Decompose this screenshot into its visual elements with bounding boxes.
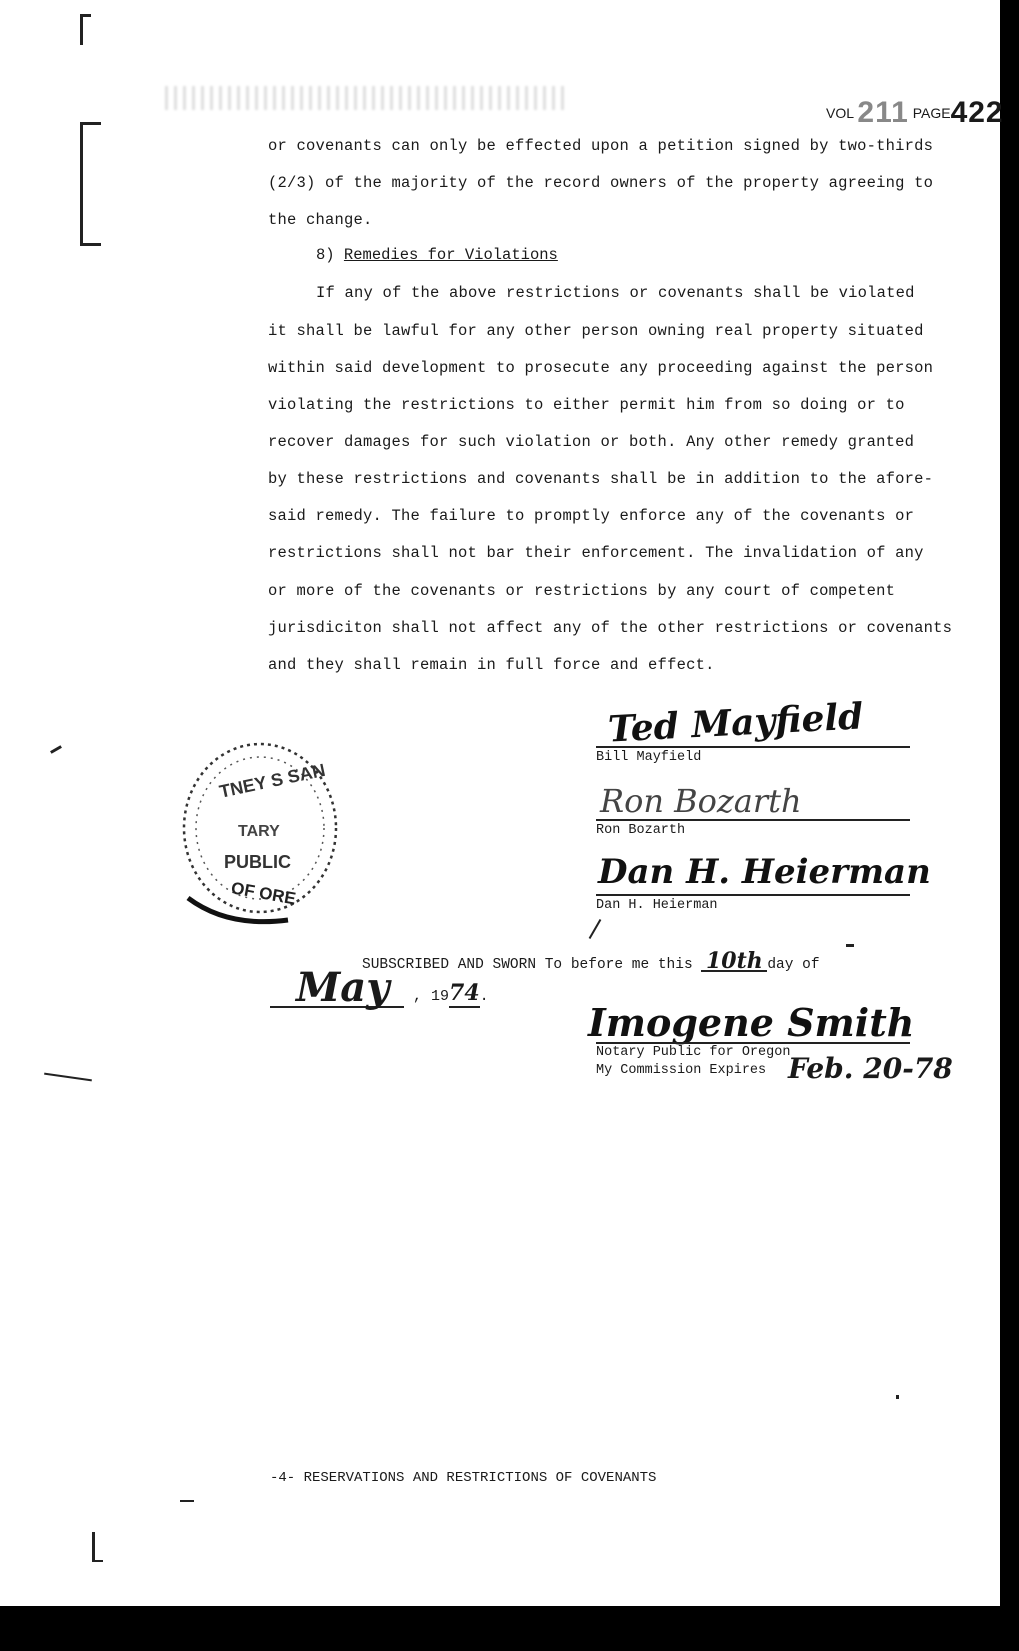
signer-name: Dan H. Heierman	[596, 898, 718, 913]
notary-signature: Imogene Smith	[588, 1000, 915, 1045]
signer-name: Bill Mayfield	[596, 750, 702, 765]
pen-stroke	[589, 919, 602, 939]
vol-label: VOL	[826, 105, 854, 121]
year-suffix: 74	[449, 980, 480, 1006]
section-title: Remedies for Violations	[343, 246, 558, 264]
scan-mark	[50, 745, 62, 754]
signature-line	[596, 819, 910, 821]
signature-line	[596, 746, 910, 748]
paragraph-line: or more of the covenants or restrictions by any court of competent	[268, 582, 896, 600]
notary-title: Notary Public for Oregon	[596, 1045, 791, 1060]
body-line: (2/3) of the majority of the record owners of the property agreeing to	[268, 174, 934, 192]
notary-seal	[178, 738, 348, 928]
paragraph-line: it shall be lawful for any other person owning real property situated	[268, 322, 924, 340]
vol-number: 211	[857, 96, 909, 129]
handwritten-signature: Ron Bozarth	[600, 782, 802, 820]
scan-border-bottom	[0, 1606, 1019, 1651]
paragraph-line: recover damages for such violation or both. Any other remedy granted	[268, 433, 915, 451]
oath-year: , 1974.	[413, 980, 489, 1006]
seal-text: TNEY S SAN	[217, 759, 328, 802]
page-footer: -4- RESERVATIONS AND RESTRICTIONS OF COVENANTS	[270, 1470, 657, 1486]
paragraph-line: violating the restrictions to either permit him from so doing or to	[268, 396, 905, 414]
scan-mark	[44, 1073, 92, 1082]
signature-block	[596, 819, 910, 838]
body-line: the change.	[268, 211, 373, 229]
signature-block	[596, 746, 910, 765]
section-heading	[316, 246, 558, 264]
paragraph-line: within said development to prosecute any proceeding against the person	[268, 359, 934, 377]
volume-page-reference	[826, 96, 1004, 130]
margin-bracket	[80, 122, 101, 246]
paragraph-line: said remedy. The failure to promptly enforce any of the covenants or	[268, 507, 915, 525]
seal-text: TARY	[238, 823, 280, 840]
margin-bracket	[92, 1532, 103, 1562]
oath-text: day of	[767, 957, 820, 973]
scan-border-right	[1000, 0, 1019, 1651]
body-line: or covenants can only be effected upon a petition signed by two-thirds	[268, 137, 934, 155]
page-label: PAGE	[912, 105, 951, 121]
commission-expires-date: Feb. 20-78	[788, 1052, 953, 1085]
commission-label: My Commission Expires	[596, 1063, 767, 1078]
oath-month: May	[296, 964, 390, 1011]
oath-text: SUBSCRIBED AND SWORN To before me this	[362, 957, 693, 973]
paragraph-line: and they shall remain in full force and effect.	[268, 656, 715, 674]
page-number: 422	[950, 96, 1004, 129]
year-prefix: 19	[431, 988, 450, 1005]
signer-name: Ron Bozarth	[596, 823, 686, 838]
scan-smudge	[165, 86, 565, 110]
handwritten-signature: Ted Mayfield	[607, 695, 865, 751]
seal-text: PUBLIC	[224, 852, 291, 872]
seal-text: OF ORE	[229, 878, 298, 909]
scan-mark	[896, 1395, 899, 1399]
signature-block	[596, 894, 910, 913]
paragraph-line: jurisdiciton shall not affect any of the other restrictions or covenants	[268, 619, 953, 637]
section-number: 8)	[316, 246, 335, 264]
scan-mark	[180, 1500, 194, 1502]
paragraph-line: by these restrictions and covenants shall be in addition to the afore-	[268, 470, 934, 488]
handwritten-signature: Dan H. Heierman	[598, 852, 931, 892]
paragraph-line: restrictions shall not bar their enforcement. The invalidation of any	[268, 544, 924, 562]
notary-info	[596, 1044, 790, 1080]
scan-mark	[846, 944, 854, 947]
oath-day: 10th	[701, 952, 767, 972]
signature-line	[596, 894, 910, 896]
paragraph-line: If any of the above restrictions or covenants shall be violated	[316, 284, 915, 302]
margin-bracket	[80, 14, 91, 45]
oath-line	[362, 948, 820, 974]
